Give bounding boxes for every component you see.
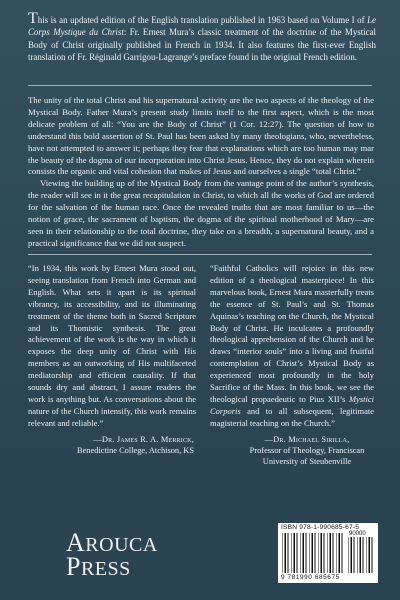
divider-rule xyxy=(28,85,372,86)
book-title: Le Corps Mystique du Christ xyxy=(28,15,376,38)
endorser-affiliation: Professor of Theology, Franciscan xyxy=(249,445,365,455)
endorsement-attribution xyxy=(210,434,374,468)
endorsement-text: “In 1934, this work by Ernest Mura stood out, seeing translation from French into German and English. What sets it apart is its spiritual vibrancy, its accessibility, and its illuminating treatment of the theme both in Sacred Scripture and its Thomistic synthesis. The great achievement of the work is the way in which it exposes the deep unity of Christ with His members as an outworking of His multifaceted mediatorship and efficient causality. If that sounds dry and abstract, I assure readers the work is anything but. As conversations about the nature of the Church intensify, this work remains relevant and reliable.” xyxy=(28,263,196,428)
drop-cap: T xyxy=(28,10,38,27)
endorsement-left xyxy=(28,263,196,456)
barcode-bars xyxy=(282,533,344,573)
price-code: 90000 xyxy=(349,531,366,537)
endorser-affiliation: University of Steubenville xyxy=(262,457,352,467)
endorser-name: —Dr. James R. A. Merrick, xyxy=(93,434,194,444)
intro-paragraph: This is an updated edition of the English translation published in 1963 based on Volume I of Le Corps Mystique du Christ: Fr. Ernest Mura’s classic treatment of the doctrine of the Mystical Body of Christ originally published in French in 1934. It also features the first-ever English translation of Fr. Réginald Garrigou-Lagrange’s preface found in the original French edition. xyxy=(28,10,376,62)
price-barcode-bars xyxy=(348,537,374,573)
endorsement-attribution xyxy=(28,434,196,456)
description-body xyxy=(28,95,374,250)
encyclical-title: Mystici Corporis xyxy=(210,393,374,416)
isbn-number: ISBN 978-1-990685-67-5 xyxy=(281,524,360,531)
publisher-logo: AROUCA PRESS xyxy=(66,528,158,581)
description-paragraph: Viewing the building up of the Mystical Body from the vantage point of the author’s synthesis, the reader will see in it the great recapitulation in Christ, to which all the works of God are ordered for the salvation of the human race. Once the revealed truths that are most familiar to us—the notion of grace, the sacrament of baptism, the dogma of the spiritual motherhood of Mary—are seen in their relationship to the total doctrine, they take on a breadth, a supernatural beauty, and a practical significance that we did not suspect. xyxy=(28,178,374,248)
endorsement-text: “Faithful Catholics will rejoice in this new edition of a theological masterpiece! In this marvelous book, Ernest Mura masterfully treats the essence of St. Paul’s and St. Thomas Aquinas’s teaching on the Church, the Mystical Body of Christ. He inculcates a profoundly theological apprehension of the Church and he draws “interior souls” into a living and fruitful contemplation of Christ’s Mystical Body as experienced most profoundly in the holy Sacrifice of the Mass. In this book, we see the theological propaedeutic to Pius XII’s Mystici Corporis and to all subsequent, legitimate magisterial teaching on the Church.” xyxy=(210,263,374,428)
endorser-affiliation: Benedictine College, Atchison, KS xyxy=(77,445,194,455)
ean-number: 9 781990 685675 xyxy=(281,574,340,581)
endorser-name: —Dr. Michael Sirilla, xyxy=(264,434,350,444)
divider-rule xyxy=(28,254,372,255)
isbn-barcode xyxy=(278,523,378,583)
description-paragraph: The unity of the total Christ and his supernatural activity are the two aspects of the theology of the Mystical Body. Father Mura’s present study limits itself to the first aspect, which is the most delicate problem of all: “You are the Body of Christ” (1 Cor. 12:27). The question of how to understand this bold assertion of St. Paul has been asked by many theologians, who, nevertheless, have not attempted to answer it; perhaps they fear that explanations which are too human may mar the beauty of the dogma of our incorporation into Christ Jesus. Hence, they do not explain wherein consists the organic and vital cohesion that makes of Jesus and ourselves a single “total Christ.” xyxy=(28,95,374,177)
endorsement-right xyxy=(210,263,374,467)
